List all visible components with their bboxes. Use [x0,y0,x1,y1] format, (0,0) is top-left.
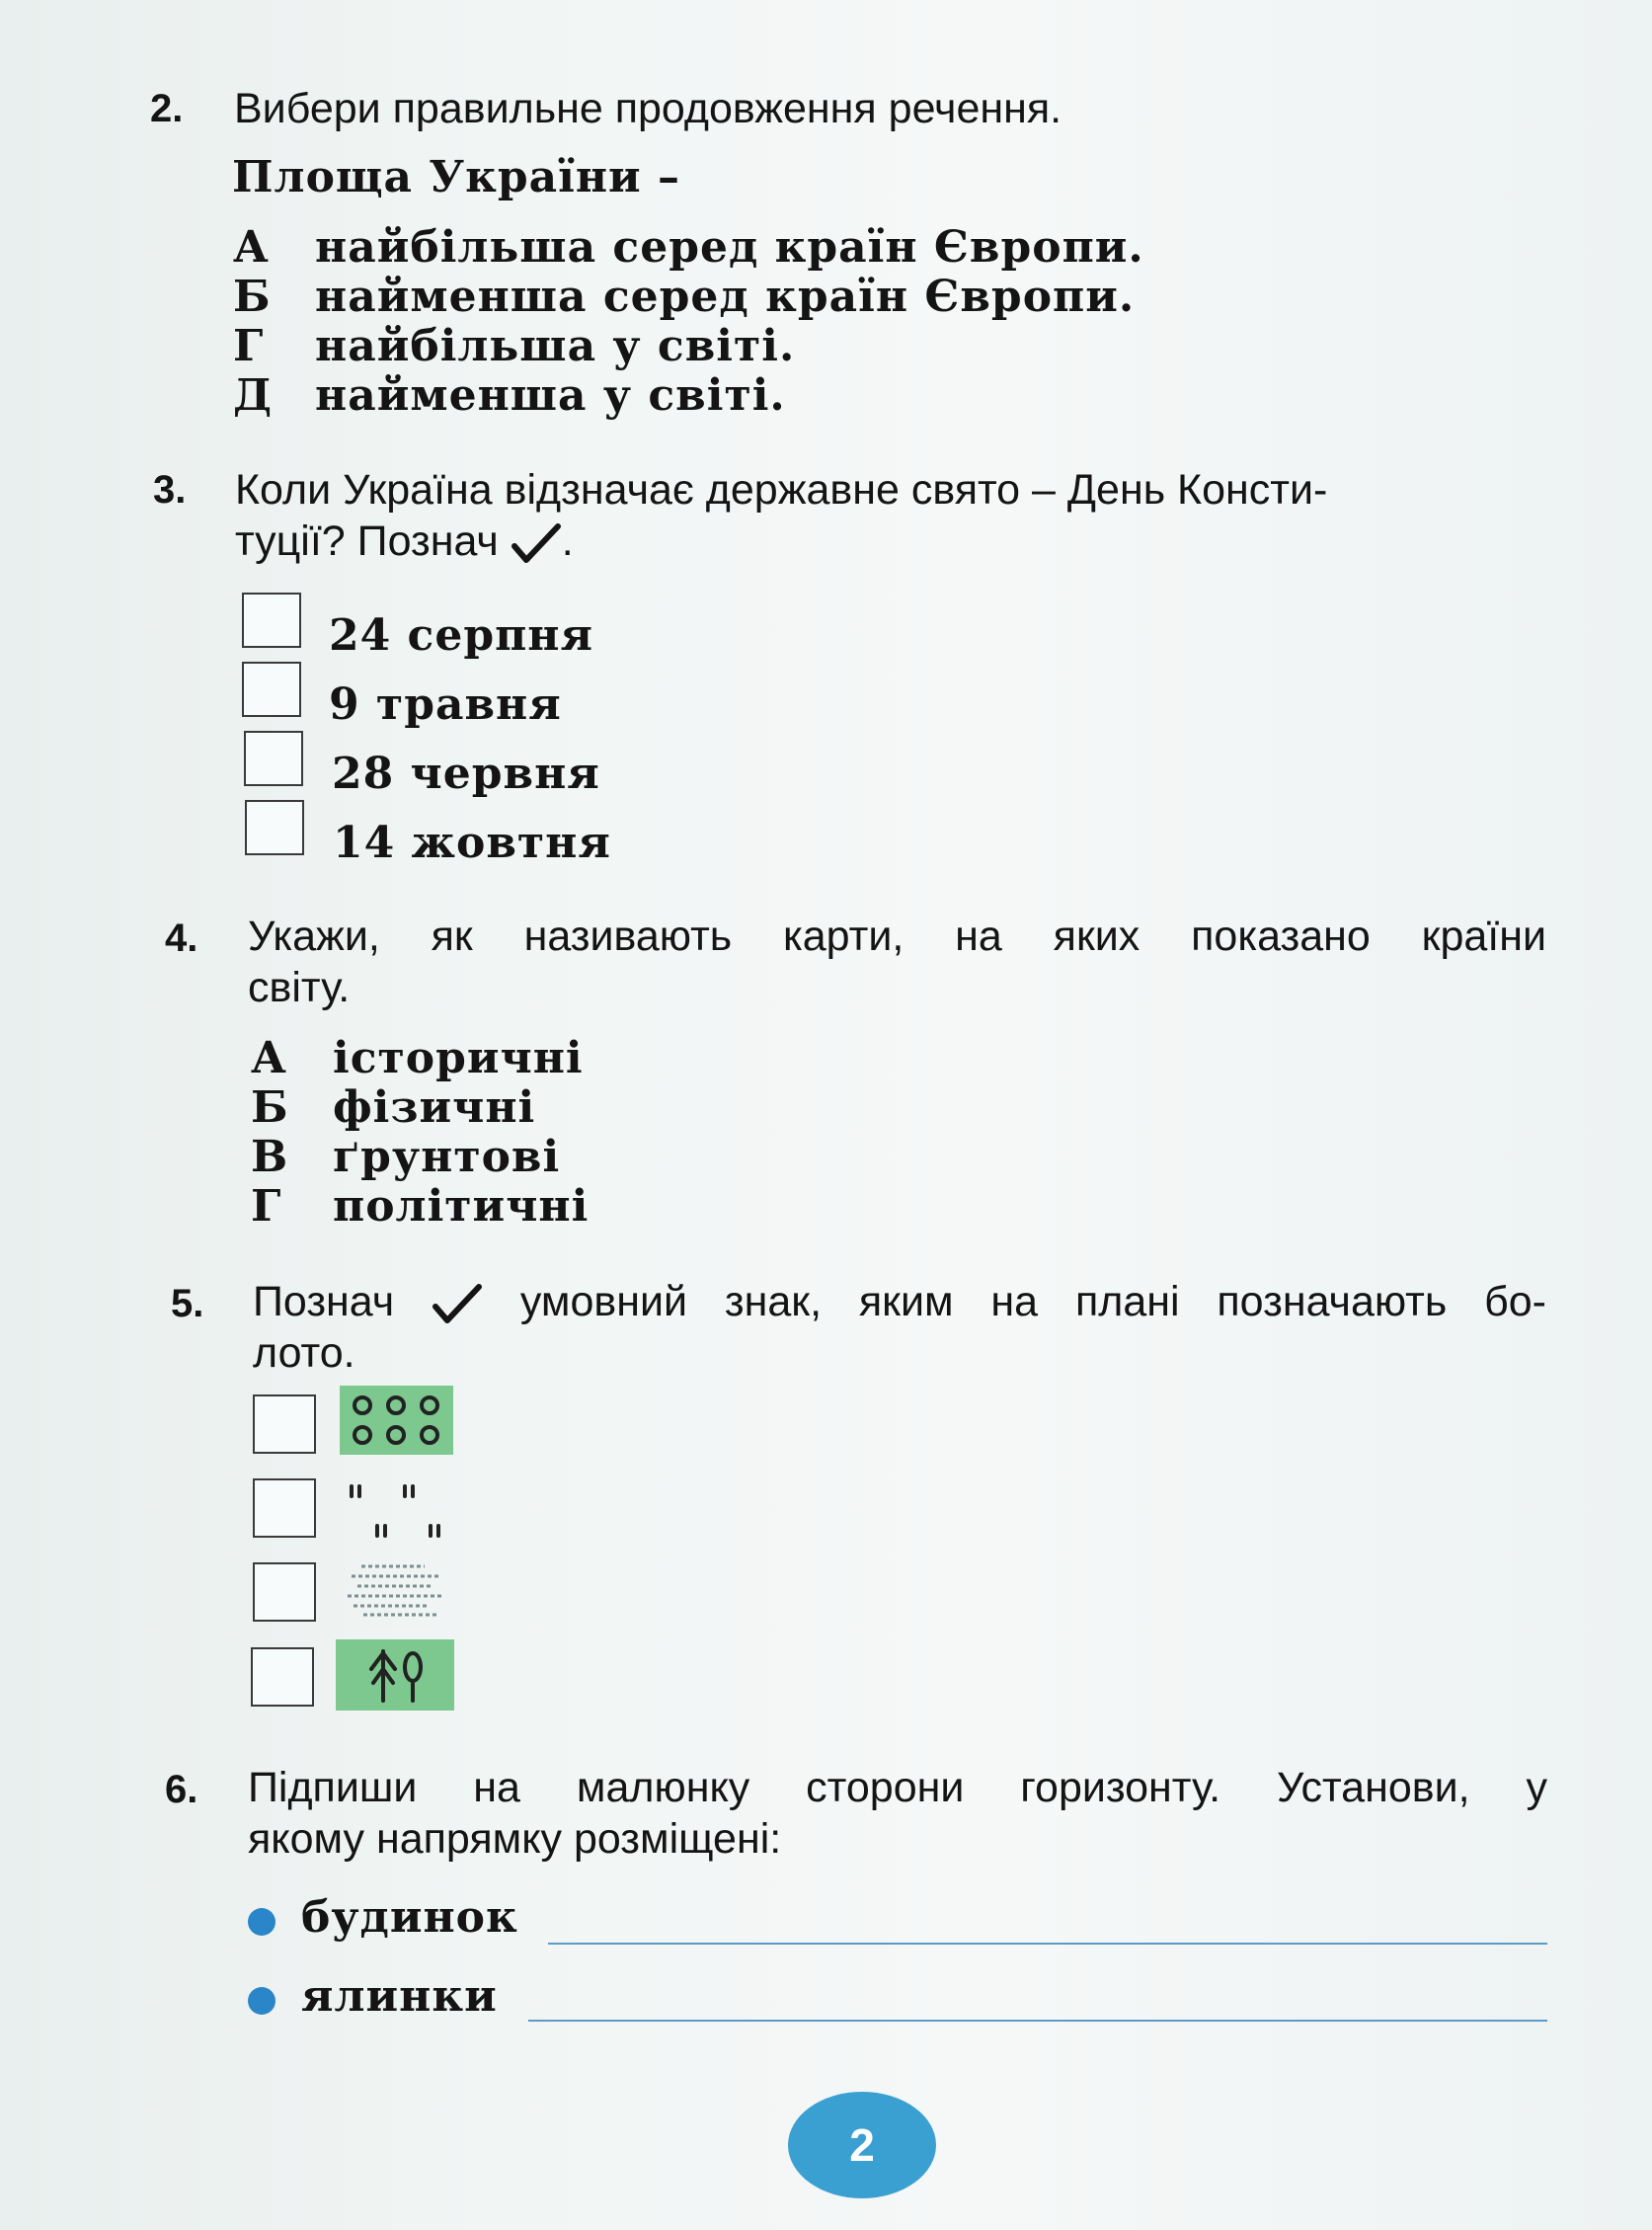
q4-line2: світу. [248,964,351,1011]
option-text: найбільша у світі. [315,321,796,371]
q6-item-house: будинок [301,1892,518,1943]
q5-line1-a: Познач [253,1278,395,1325]
q3-line2-text: туції? Познач [235,518,499,565]
q2-option-b[interactable] [233,273,1135,322]
check-mark-icon [432,1283,483,1326]
q5-line1-b: умовний знак, яким на плані позначають бо- [519,1278,1546,1325]
q5-checkbox-1[interactable] [253,1394,316,1454]
page-number-badge [788,2092,936,2198]
option-text: найбільша серед країн Європи. [315,222,1144,273]
answer-line-firs[interactable] [528,2020,1547,2022]
option-text: найменша у світі. [315,370,786,421]
option-letter: В [251,1132,289,1182]
q5-checkbox-3[interactable] [253,1562,316,1622]
q4-option-v[interactable] [251,1133,560,1182]
q3-option-1: 24 серпня [329,610,594,661]
q5-line2: лото. [253,1329,355,1377]
q6-line2: якому напрямку розміщені: [248,1815,782,1863]
option-text: фізичні [333,1082,536,1133]
q6-number: 6. [165,1768,198,1811]
option-letter: Б [233,272,272,322]
q6-line1: Підпиши на малюнку сторони горизонту. Установи, у [248,1764,1547,1811]
option-text: історичні [333,1033,584,1083]
q3-checkbox-2[interactable] [242,662,301,717]
q2-option-a[interactable] [233,223,1144,273]
option-letter: А [233,222,270,273]
option-letter: Б [251,1082,289,1133]
option-text: найменша серед країн Європи. [315,272,1136,322]
q3-line1: Коли Україна відзначає державне свято – День Консти- [235,466,1328,514]
option-letter: Г [251,1181,282,1232]
check-mark-icon [511,522,562,566]
page-number: 2 [849,2119,875,2171]
q4-number: 4. [165,916,198,960]
option-text: політичні [333,1181,590,1232]
option-letter: Г [233,321,265,371]
q5-checkbox-2[interactable] [253,1478,316,1538]
q4-option-b[interactable] [251,1083,535,1133]
q6-item-firs: ялинки [301,1971,498,2022]
option-text: ґрунтові [333,1132,561,1182]
q2-option-g[interactable] [233,322,795,371]
bullet-icon [248,1987,275,2015]
q3-option-4: 14 жовтня [333,818,611,868]
q3-checkbox-1[interactable] [242,593,301,648]
q2-stem: Площа України – [232,152,680,202]
q5-line1 [253,1276,1546,1327]
q3-option-2: 9 травня [329,679,562,730]
q3-line2: туції? Познач . [235,518,574,565]
mixed-forest-symbol-icon [336,1639,454,1711]
garden-symbol-icon [340,1386,453,1455]
q3-number: 3. [153,468,187,512]
answer-line-house[interactable] [548,1943,1547,1945]
q3-checkbox-3[interactable] [244,731,303,786]
swamp-symbol-icon [344,1560,447,1620]
q2-number: 2. [150,87,184,130]
q4-option-a[interactable] [251,1034,584,1083]
option-letter: А [251,1033,287,1083]
q4-line1: Укажи, як називають карти, на яких показано країни [248,913,1546,960]
q5-checkbox-4[interactable] [251,1647,314,1707]
q5-number: 5. [171,1282,204,1325]
meadow-symbol-icon [340,1478,453,1548]
q3-checkbox-4[interactable] [245,800,304,855]
q2-option-d[interactable] [233,371,786,421]
q4-option-g[interactable] [251,1182,589,1232]
q3-option-3: 28 червня [332,749,600,799]
q2-text: Вибери правильне продовження речення. [234,85,1062,132]
option-letter: Д [233,370,274,421]
bullet-icon [248,1908,275,1936]
